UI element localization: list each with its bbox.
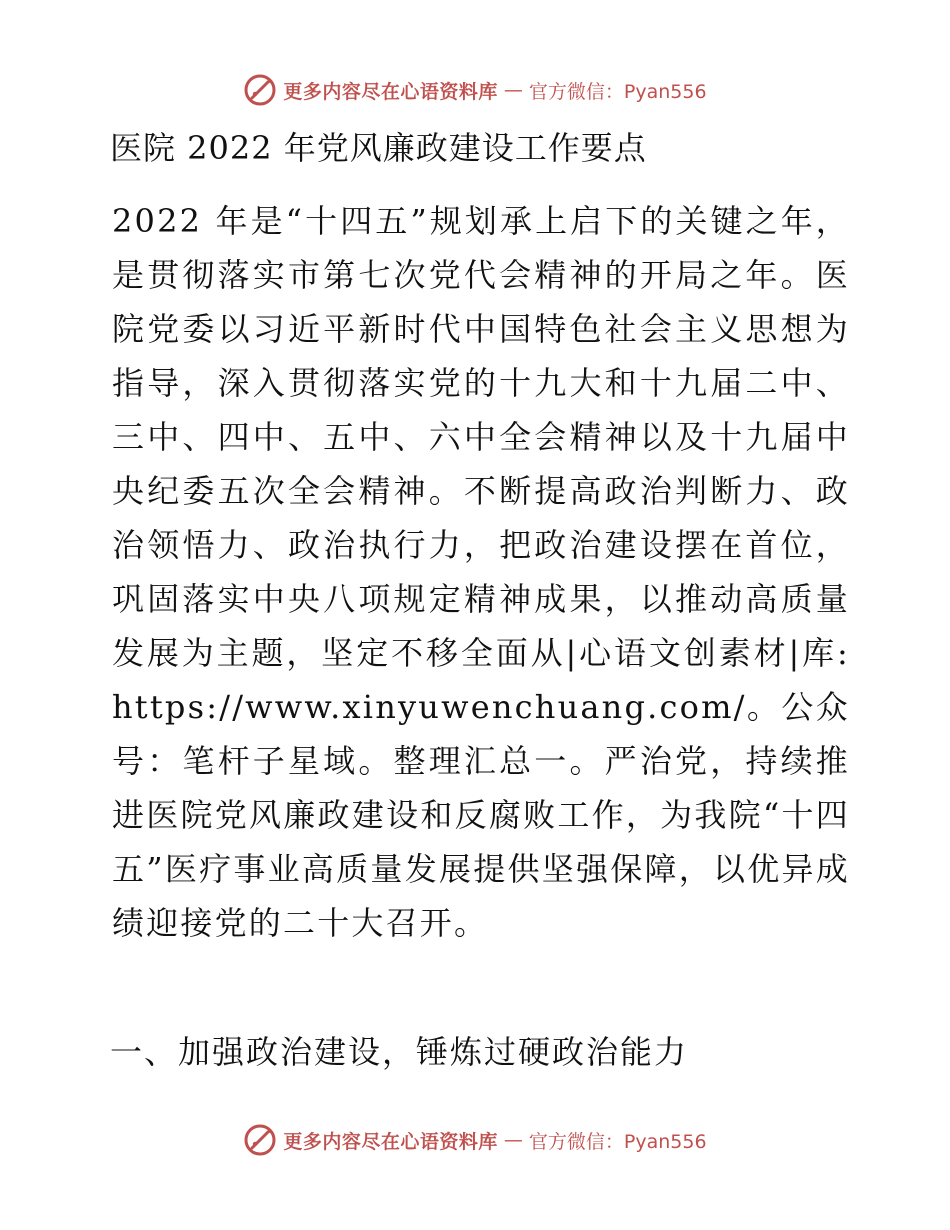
- watermark-wechat-text: 官方微信：Pyan556: [528, 80, 707, 103]
- footer-watermark: [0, 1120, 950, 1160]
- watermark-main-text: 更多内容尽在心语资料库: [283, 80, 498, 103]
- quill-pen-logo-icon: [243, 1123, 277, 1157]
- watermark-separator: —: [503, 1129, 523, 1151]
- section-heading: 一、加强政治建设，锤炼过硬政治能力: [110, 1033, 689, 1071]
- quill-pen-logo-icon: [243, 73, 277, 107]
- body-paragraph: 2022 年是“十四五”规划承上启下的关键之年，是贯彻落实市第七次党代会精神的开局之年。医院党委以习近平新时代中国特色社会主义思想为指导，深入贯彻落实党的十九大和十九届二中、三中、四中、五中、六中全会精神以及十九届中央纪委五次全会精神。不断提高政治判断力、政治领悟力、政治执行力，把政治建设摆在首位，巩固落实中央八项规定精神成果，以推动高质量发展为主题，坚定不移全面从|心语文创素材|库:https://www.xinyuwenchuang.com/。公众号：笔杆子星域。整理汇总一。严治党，持续推进医院党风廉政建设和反腐败工作，为我院“十四五”医疗事业高质量发展提供坚强保障，以优异成绩迎接党的二十大召开。: [112, 202, 850, 942]
- watermark-wechat-text: 官方微信：Pyan556: [528, 1130, 707, 1153]
- document-title: 医院 2022 年党风廉政建设工作要点: [110, 129, 647, 167]
- watermark-main-text: 更多内容尽在心语资料库: [283, 1130, 498, 1153]
- header-watermark: [0, 70, 950, 110]
- watermark-separator: —: [503, 79, 523, 101]
- document-body: [98, 194, 850, 950]
